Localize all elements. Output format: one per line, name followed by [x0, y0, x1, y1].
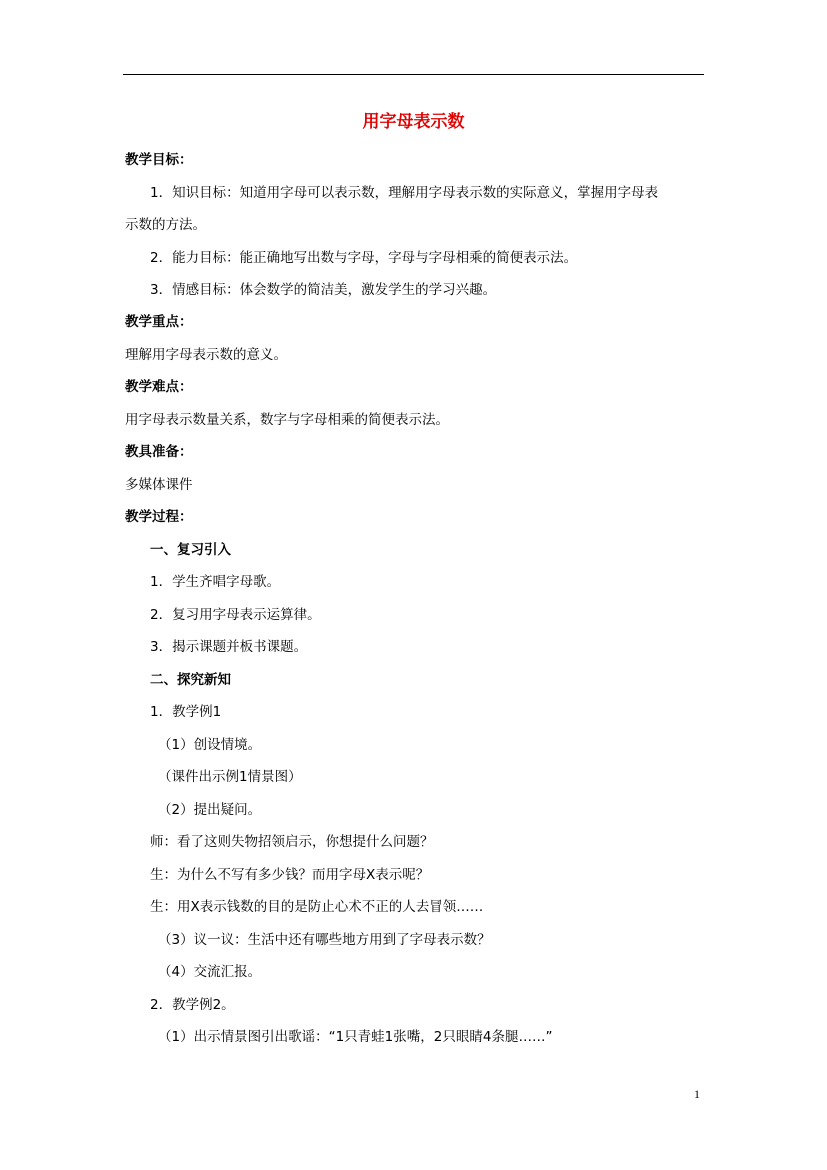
key-points-heading: 教学重点：: [125, 314, 193, 330]
goal-1-line-1: 1．知识目标：知道用字母可以表示数，理解用字母表示数的实际意义，掌握用字母表: [150, 185, 659, 201]
part-2-item-1: 1．教学例1: [150, 704, 222, 720]
part-2-item-2a: （1）出示情景图引出歌谣：“1只青蛙1张嘴，2只眼睛4条腿……”: [158, 1029, 553, 1045]
difficulty-heading: 教学难点：: [125, 379, 193, 395]
part-1-item-1: 1．学生齐唱字母歌。: [150, 574, 281, 590]
goals-heading: 教学目标：: [125, 152, 193, 168]
document-title: 用字母表示数: [362, 112, 465, 132]
part-2-item-1a: （1）创设情境。: [158, 737, 262, 753]
part-2-item-1d: （3）议一议：生活中还有哪些地方用到了字母表示数？: [158, 932, 491, 948]
student-answer-2: 生：用X表示钱数的目的是防止心术不正的人去冒领……: [150, 899, 484, 915]
difficulty-text: 用字母表示数量关系，数字与字母相乘的简便表示法。: [125, 412, 449, 428]
goal-2: 2．能力目标：能正确地写出数与字母，字母与字母相乘的简便表示法。: [150, 250, 578, 266]
tools-heading: 教具准备：: [125, 444, 193, 460]
goal-3: 3．情感目标：体会数学的简洁美，激发学生的学习兴趣。: [150, 282, 497, 298]
part-2-item-1c: （2）提出疑问。: [158, 802, 262, 818]
process-heading: 教学过程：: [125, 509, 193, 525]
part-2-item-1e: （4）交流汇报。: [158, 964, 262, 980]
tools-text: 多媒体课件: [125, 477, 193, 493]
part-1-heading: 一、复习引入: [150, 542, 231, 558]
goal-1-line-2: 示数的方法。: [125, 217, 206, 233]
student-answer-1: 生：为什么不写有多少钱？而用字母X表示呢？: [150, 867, 430, 883]
part-2-item-1b: （课件出示例1情景图）: [158, 769, 302, 785]
teacher-question: 师：看了这则失物招领启示，你想提什么问题？: [150, 834, 434, 850]
part-2-item-2: 2．教学例2。: [150, 997, 235, 1013]
page-number: 1: [694, 1087, 700, 1101]
part-1-item-2: 2．复习用字母表示运算律。: [150, 607, 321, 623]
key-points-text: 理解用字母表示数的意义。: [125, 347, 287, 363]
part-1-item-3: 3．揭示课题并板书课题。: [150, 639, 308, 655]
header-rule: [123, 74, 704, 75]
part-2-heading: 二、探究新知: [150, 672, 231, 688]
